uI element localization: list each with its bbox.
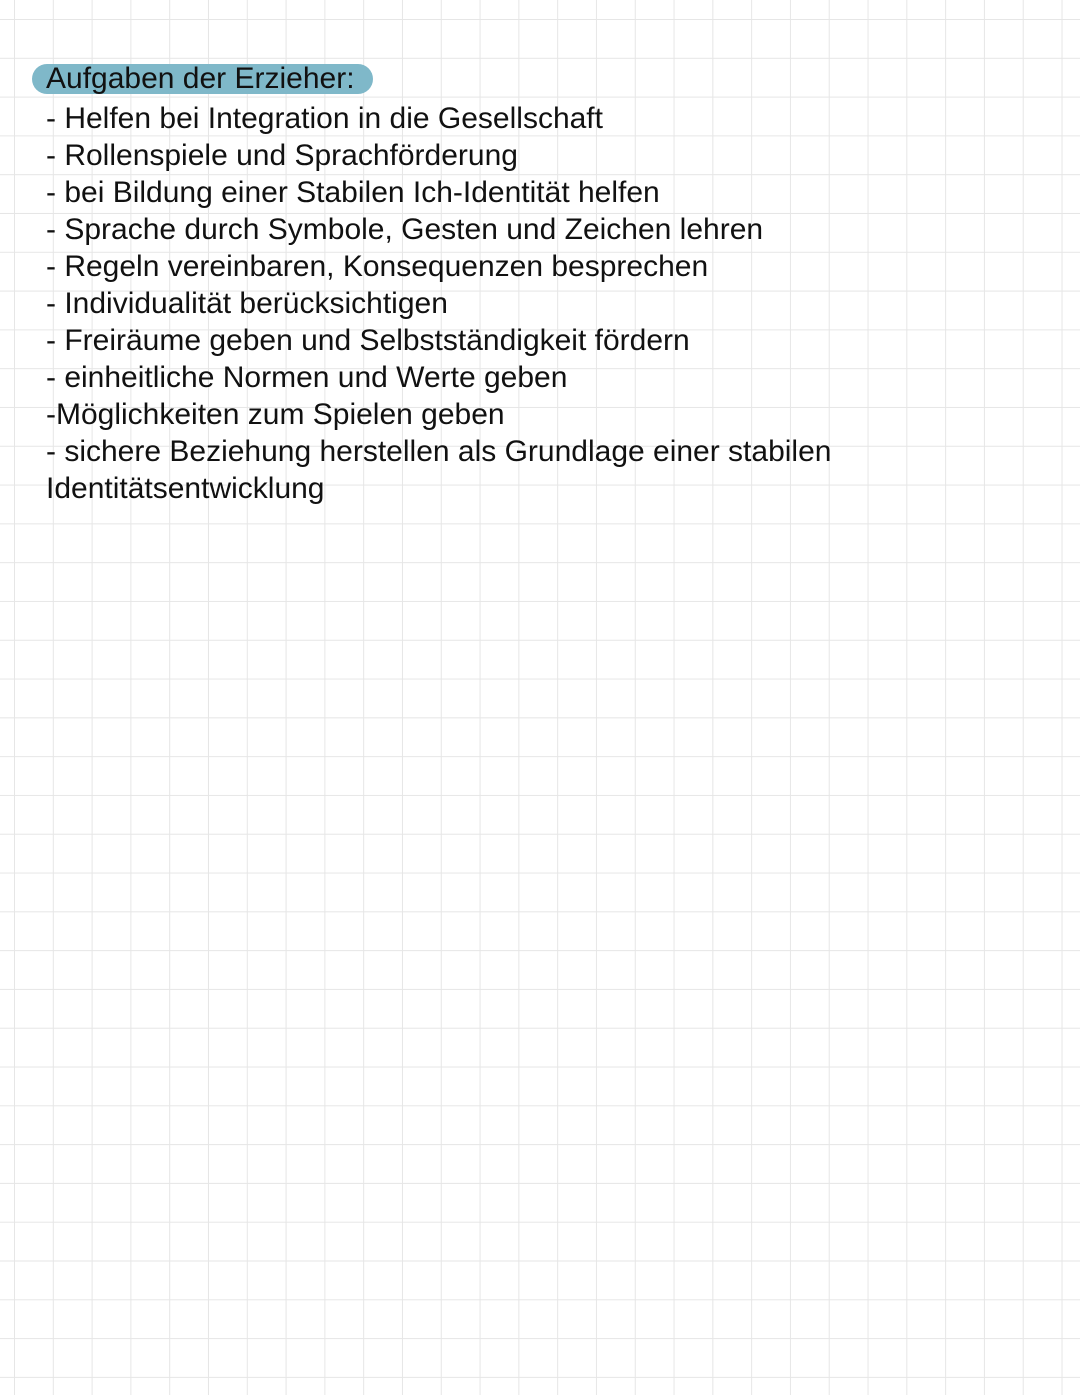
list-item-continuation: Identitätsentwicklung	[46, 472, 325, 505]
list-item: - bei Bildung einer Stabilen Ich-Identität helfen	[46, 176, 660, 209]
list-item: - Individualität berücksichtigen	[46, 287, 448, 320]
task-list	[46, 100, 946, 507]
list-item: - Freiräume geben und Selbstständigkeit fördern	[46, 324, 690, 357]
list-item: - einheitliche Normen und Werte geben	[46, 361, 568, 394]
heading-wrapper	[46, 60, 355, 98]
list-item: -Möglichkeiten zum Spielen geben	[46, 398, 505, 431]
note-content	[46, 60, 946, 507]
list-item: - Regeln vereinbaren, Konsequenzen besprechen	[46, 250, 709, 283]
list-item: - Helfen bei Integration in die Gesellschaft	[46, 102, 603, 135]
note-heading: Aufgaben der Erzieher:	[46, 62, 355, 95]
list-item: - Rollenspiele und Sprachförderung	[46, 139, 518, 172]
list-item: - Sprache durch Symbole, Gesten und Zeichen lehren	[46, 213, 764, 246]
list-item: - sichere Beziehung herstellen als Grundlage einer stabilen	[46, 435, 832, 468]
